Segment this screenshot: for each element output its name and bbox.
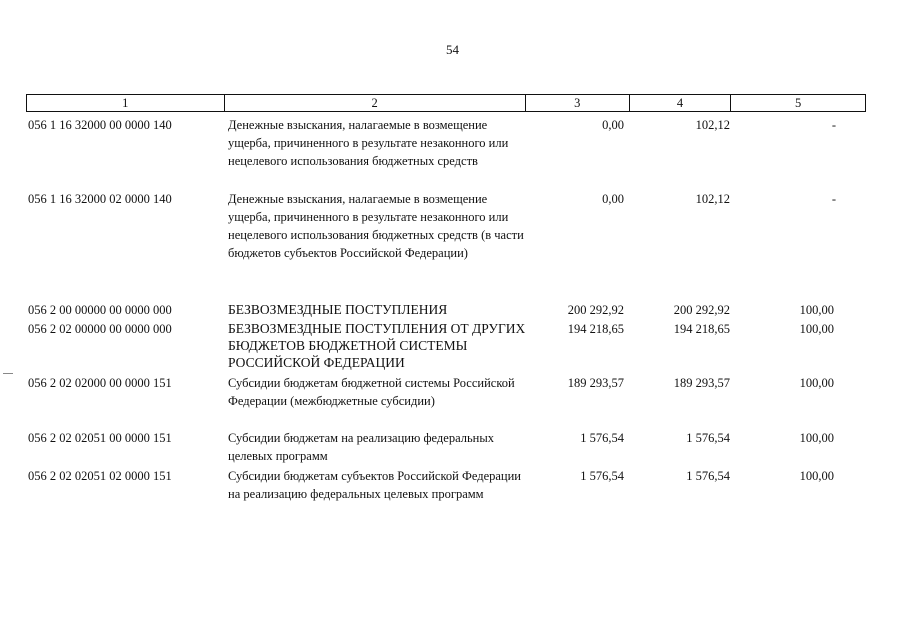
value-col4: 102,12 <box>695 118 730 132</box>
value-col3: 1 576,54 <box>580 469 624 483</box>
budget-code: 056 2 02 02051 02 0000 151 <box>28 469 172 483</box>
row-description: Денежные взыскания, налагаемые в возмещение ущерба, причиненного в результате незаконного или нецелевого использования бюджетных средств <box>228 118 509 168</box>
value-col3: 194 218,65 <box>567 322 624 336</box>
row-description: Субсидии бюджетам бюджетной системы Российской Федерации (межбюджетные субсидии) <box>228 376 515 408</box>
row-description: Денежные взыскания, налагаемые в возмещение ущерба, причиненного в результате незаконного или нецелевого использования бюджетных средств (в части бюджетов субъектов Российской Федерации) <box>228 192 524 260</box>
value-col3: 189 293,57 <box>567 376 624 390</box>
budget-code: 056 2 00 00000 00 0000 000 <box>28 303 172 317</box>
row-description: Субсидии бюджетам субъектов Российской Федерации на реализацию федеральных целевых программ <box>228 469 521 501</box>
page-number: 54 <box>446 42 459 57</box>
value-col4: 1 576,54 <box>686 469 730 483</box>
value-col5: 100,00 <box>799 322 834 336</box>
value-col4: 1 576,54 <box>686 431 730 445</box>
row-description: Субсидии бюджетам на реализацию федеральных целевых программ <box>228 431 495 463</box>
value-col5: 100,00 <box>799 376 834 390</box>
scan-margin-mark <box>3 373 13 374</box>
column-header-1: 1 <box>27 95 225 111</box>
row-description: БЕЗВОЗМЕЗДНЫЕ ПОСТУПЛЕНИЯ ОТ ДРУГИХ БЮДЖЕТОВ БЮДЖЕТНОЙ СИСТЕМЫ РОССИЙСКОЙ ФЕДЕРАЦИИ <box>228 321 526 370</box>
value-col4: 194 218,65 <box>673 322 730 336</box>
column-header-4: 4 <box>630 95 732 111</box>
column-header-5: 5 <box>795 96 802 110</box>
value-col5: 100,00 <box>799 431 834 445</box>
value-col4: 189 293,57 <box>673 376 730 390</box>
budget-code: 056 2 02 02051 00 0000 151 <box>28 431 172 445</box>
value-col5: 100,00 <box>799 303 834 317</box>
column-header-2: 2 <box>225 95 526 111</box>
value-col3: 0,00 <box>602 192 624 206</box>
value-col5: - <box>831 192 836 206</box>
budget-code: 056 2 02 02000 00 0000 151 <box>28 376 172 390</box>
value-col4: 200 292,92 <box>673 303 730 317</box>
value-col3: 200 292,92 <box>567 303 624 317</box>
value-col5: 100,00 <box>799 469 834 483</box>
value-col3: 1 576,54 <box>580 431 624 445</box>
column-header-3: 3 <box>526 95 630 111</box>
row-description: БЕЗВОЗМЕЗДНЫЕ ПОСТУПЛЕНИЯ <box>228 302 448 317</box>
budget-code: 056 2 02 00000 00 0000 000 <box>28 322 172 336</box>
value-col3: 0,00 <box>602 118 624 132</box>
value-col5: - <box>831 118 836 132</box>
budget-code: 056 1 16 32000 00 0000 140 <box>28 118 172 132</box>
table-header <box>26 94 866 112</box>
value-col4: 102,12 <box>695 192 730 206</box>
budget-code: 056 1 16 32000 02 0000 140 <box>28 192 172 206</box>
